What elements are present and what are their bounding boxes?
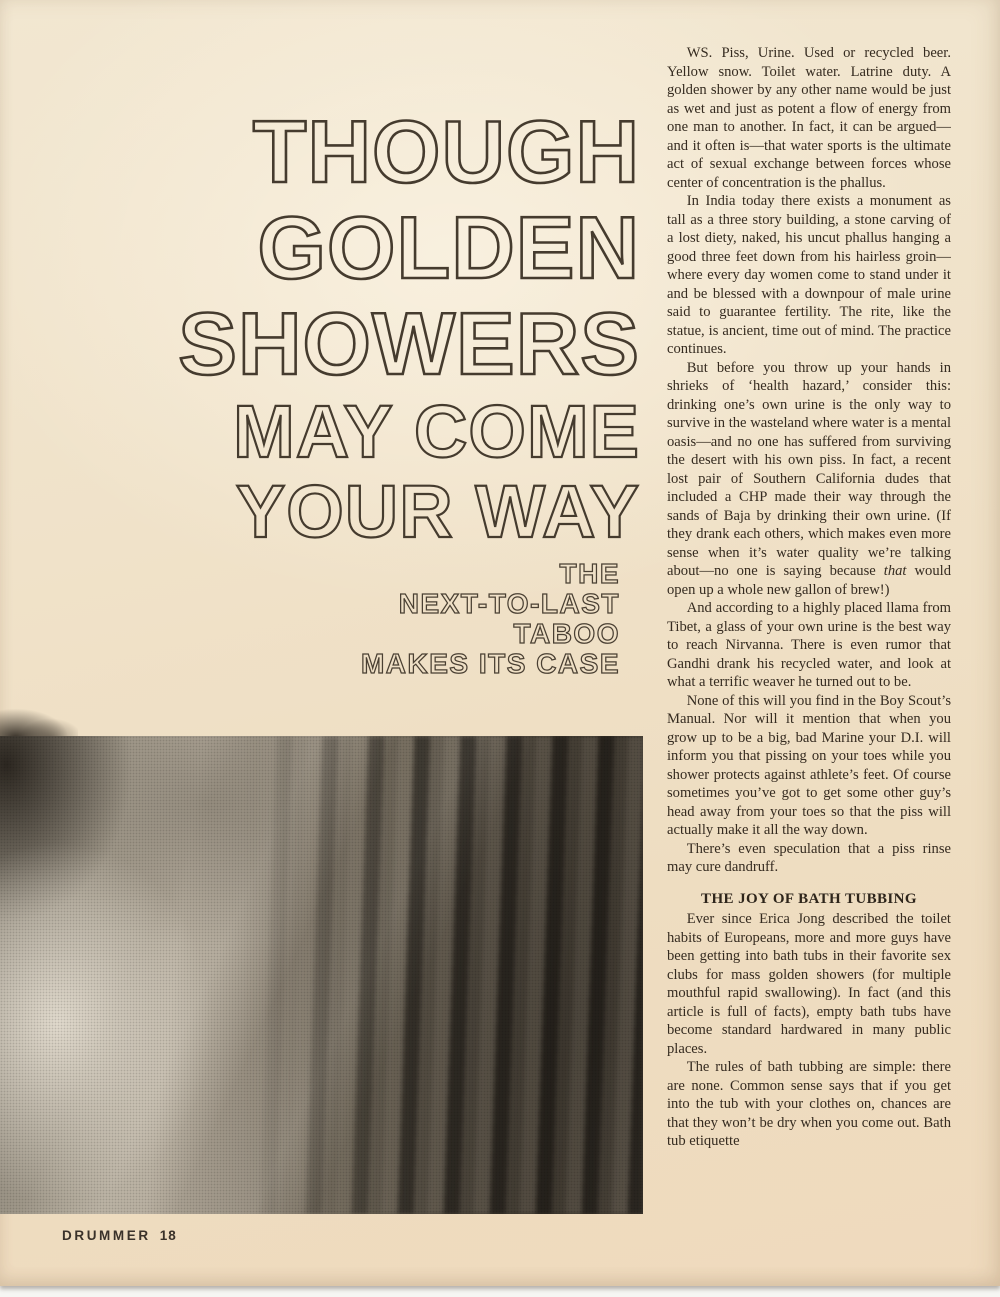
paragraph-segment: would open up a whole new gallon of brew!) [667, 563, 951, 598]
page-folio [62, 1228, 177, 1243]
body-paragraph: None of this will you find in the Boy Scout’s Manual. Nor will it mention that when you grow up to be a big, bad Marine your D.I. will inform you that pissing on your toes while you shower protects against athlete’s feet. Of course sometimes you’ve got to get some other guy’s head away from your toes so that the piss will actually make it all the way down. [667, 692, 951, 838]
deck-line: NEXT-TO-LAST [398, 588, 620, 619]
photo-halftone-grain [0, 736, 643, 1214]
deck-line: TABOO [513, 618, 620, 649]
headline-line: SHOWERS [178, 294, 640, 393]
body-paragraph: And according to a highly placed llama from Tibet, a glass of your own urine is the best way to reach Nirvanna. There is even rumor that Gandhi drank his recycled water, and look at what a terrific weaver he turned out to be. [667, 600, 951, 690]
magazine-name: DRUMMER [62, 1228, 151, 1243]
headline [40, 104, 640, 552]
body-paragraph: There’s even speculation that a piss rinse may cure dandruff. [667, 840, 951, 875]
headline-line: GOLDEN [257, 198, 640, 297]
body-paragraph: Ever since Erica Jong described the toilet habits of Europeans, more and more guys have been getting into bath tubs in their favorite sex clubs for mass golden showers (for multiple mouthful rapid swallowing). In fact (and this article is full of facts), empty bath tubs have become standard hardwared in many public places. [667, 911, 951, 1057]
body-paragraph: WS. Piss, Urine. Used or recycled beer. Yellow snow. Toilet water. Latrine duty. A golden shower by any other name would be just as wet and just as potent a flow of energy from one man to another. In fact, it can be argued—and it often is—that water sports is the ultimate act of sexual exchange between forces whose center of concentration is the phallus. [667, 45, 951, 191]
body-paragraph: In India today there exists a monument as tall as a three story building, a stone carving of a lost diety, naked, his uncut phallus hanging a good three feet down from his hairless groin—where every day women come to stand under it and be blessed with a downpour of male urine said to guarantee fertility. The rite, like the statue, is ancient, time out of mind. The practice continues. [667, 193, 951, 357]
body-column [667, 44, 951, 1234]
paragraph-emphasis: that [883, 563, 907, 579]
headline-deck [40, 559, 620, 679]
article-photo [0, 736, 643, 1214]
section-heading: THE JOY OF BATH TUBBING [701, 890, 917, 907]
body-paragraph: The rules of bath tubbing are simple: there are none. Common sense says that if you get into the tub with your clothes on, chances are that they won’t be dry when you come out. Bath tub etiquette [667, 1059, 951, 1149]
deck-line: MAKES ITS CASE [360, 648, 620, 679]
headline-line: THOUGH [252, 102, 640, 201]
page-number: 18 [159, 1228, 177, 1243]
deck-line: THE [559, 558, 620, 589]
headline-line: YOUR WAY [235, 470, 640, 553]
photo-edge-fragment [0, 699, 78, 739]
body-paragraph [667, 359, 951, 600]
paragraph-segment: But before you throw up your hands in shrieks of ‘health hazard,’ consider this: drinking one’s own urine is the only way to survive in the wasteland where water is a mental oasis—and no one has suffered from surviving the desert with his own piss. In fact, a recent lost pair of Southern California dudes that included a CHP made their way through the sands of Baja by drinking their own urine. (If they drank each others, which makes even more sense when it’s water quality we’re talking about—no one is saying because [667, 359, 951, 579]
headline-line: MAY COME [233, 390, 640, 473]
